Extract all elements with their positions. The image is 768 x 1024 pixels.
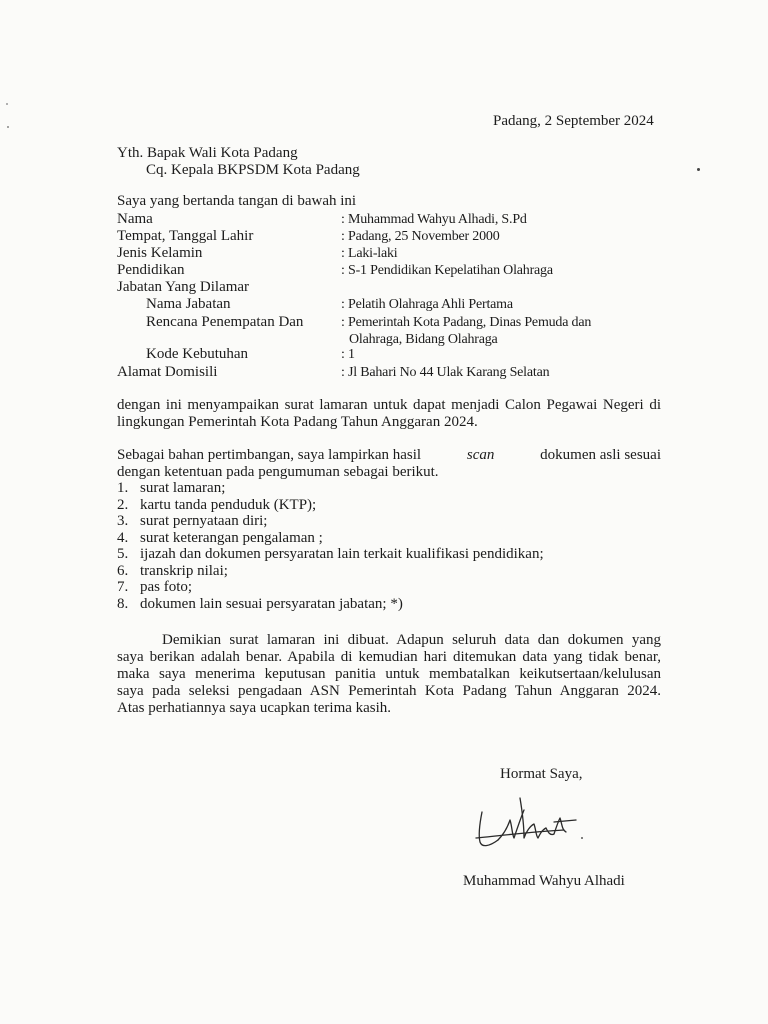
attachments-intro-part-b: dokumen asli sesuai <box>540 447 661 463</box>
list-item-number: 6. <box>117 562 129 579</box>
attachments-intro-scan: scan <box>466 447 495 463</box>
label-nama: Nama <box>117 211 153 227</box>
value-kode-kebutuhan: : 1 <box>341 347 355 362</box>
list-item <box>117 563 544 580</box>
signature-image <box>468 790 586 856</box>
value-jenis-kelamin: : Laki-laki <box>341 246 398 261</box>
value-rencana-penempatan: : Pemerintah Kota Padang, Dinas Pemuda dan <box>341 315 592 330</box>
list-item-number: 1. <box>117 480 129 496</box>
closing-line-1: Demikian surat lamaran ini dibuat. Adapun seluruh data dan dokumen yang <box>162 632 661 648</box>
list-item-text: surat lamaran; <box>140 480 226 496</box>
list-item <box>117 546 544 563</box>
list-item-text: transkrip nilai; <box>140 562 228 579</box>
closing-line-3: maka saya menerima keputusan panitia untuk membatalkan keikutsertaan/kelulusan <box>117 666 661 682</box>
list-item-text: pas foto; <box>140 579 193 595</box>
label-alamat-domisili: Alamat Domisili <box>117 364 218 380</box>
scan-speck <box>7 126 9 128</box>
value-nama: : Muhammad Wahyu Alhadi, S.Pd <box>341 212 527 227</box>
list-item-number: 7. <box>117 579 129 595</box>
attachments-intro-line-2: dengan ketentuan pada pengumuman sebagai berikut. <box>117 464 439 480</box>
list-item-number: 8. <box>117 595 129 612</box>
signer-name: Muhammad Wahyu Alhadi <box>463 873 625 889</box>
statement-line-1: dengan ini menyampaikan surat lamaran untuk dapat menjadi Calon Pegawai Negeri di <box>117 397 661 413</box>
closing-line-4: saya pada seleksi pengadaan ASN Pemerintah Kota Padang Tahun Anggaran 2024. <box>117 683 661 699</box>
attachments-intro <box>117 447 661 481</box>
label-rencana-penempatan: Rencana Penempatan Dan <box>146 314 304 330</box>
value-alamat-domisili: : Jl Bahari No 44 Ulak Karang Selatan <box>341 365 550 380</box>
attachments-list <box>117 480 544 612</box>
list-item <box>117 497 544 514</box>
list-item-text: kartu tanda penduduk (KTP); <box>140 496 317 513</box>
label-ttl: Tempat, Tanggal Lahir <box>117 228 254 244</box>
value-nama-jabatan: : Pelatih Olahraga Ahli Pertama <box>341 297 513 312</box>
label-jenis-kelamin: Jenis Kelamin <box>117 245 203 261</box>
list-item-text: dokumen lain sesuai persyaratan jabatan; *) <box>140 595 403 612</box>
list-item <box>117 596 544 613</box>
value-ttl: : Padang, 25 November 2000 <box>341 229 500 244</box>
value-rencana-penempatan-cont: Olahraga, Bidang Olahraga <box>349 332 498 347</box>
list-item-text: surat keterangan pengalaman ; <box>140 529 323 546</box>
list-item <box>117 530 544 547</box>
label-nama-jabatan: Nama Jabatan <box>146 296 231 312</box>
label-pendidikan: Pendidikan <box>117 262 185 278</box>
letter-date: Padang, 2 September 2024 <box>493 113 654 129</box>
list-item-text: ijazah dan dokumen persyaratan lain terkait kualifikasi pendidikan; <box>140 546 544 562</box>
salutation: Hormat Saya, <box>500 766 583 782</box>
statement-paragraph <box>117 397 661 431</box>
list-item <box>117 513 544 530</box>
list-item <box>117 579 544 596</box>
intro-text: Saya yang bertanda tangan di bawah ini <box>117 193 357 209</box>
list-item-number: 3. <box>117 513 129 529</box>
label-kode-kebutuhan: Kode Kebutuhan <box>146 346 249 362</box>
label-jabatan-dilamar: Jabatan Yang Dilamar <box>117 279 250 295</box>
value-pendidikan: : S-1 Pendidikan Kepelatihan Olahraga <box>341 263 553 278</box>
statement-line-2: lingkungan Pemerintah Kota Padang Tahun Anggaran 2024. <box>117 414 478 430</box>
recipient-line-2: Cq. Kepala BKPSDM Kota Padang <box>146 162 360 178</box>
closing-line-5: Atas perhatiannya saya ucapkan terima kasih. <box>117 700 392 716</box>
list-item-number: 5. <box>117 546 129 562</box>
closing-paragraph <box>117 632 661 717</box>
list-item-number: 2. <box>117 496 129 513</box>
closing-line-2: saya berikan adalah benar. Apabila di kemudian hari ditemukan data yang tidak benar, <box>117 649 661 665</box>
attachments-intro-part-a: Sebagai bahan pertimbangan, saya lampirkan hasil <box>117 447 422 463</box>
list-item-number: 4. <box>117 529 129 546</box>
attachments-intro-line-1 <box>117 447 661 464</box>
scan-speck <box>697 168 700 171</box>
list-item-text: surat pernyataan diri; <box>140 513 268 529</box>
scan-speck <box>6 103 8 105</box>
list-item <box>117 480 544 497</box>
recipient-line-1: Yth. Bapak Wali Kota Padang <box>117 145 298 161</box>
